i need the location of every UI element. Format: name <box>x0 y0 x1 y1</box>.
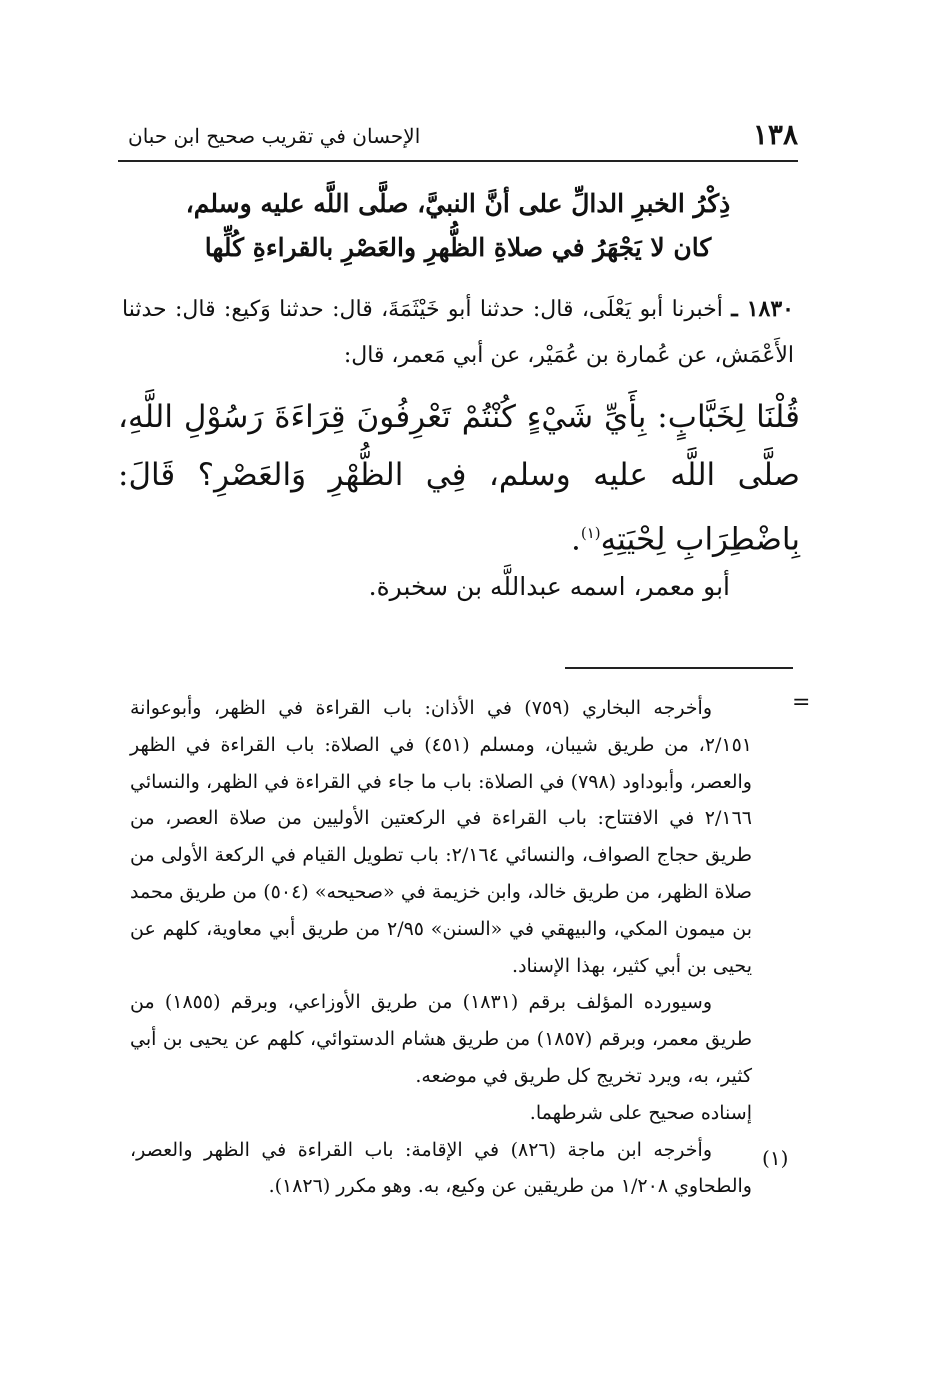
footnotes <box>130 690 752 1205</box>
hadith-matn <box>118 388 800 568</box>
running-title: الإحسان في تقريب صحيح ابن حبان <box>128 124 421 148</box>
page-number: ١٣٨ <box>752 118 798 151</box>
footnote-1-text: إسناده صحيح على شرطهما. <box>529 1101 752 1124</box>
continuation-marker: = <box>792 690 811 715</box>
hadith-number: ١٨٣٠ ـ <box>731 296 794 322</box>
footnote-continuation-paragraph: وسيورده المؤلف برقم (١٨٣١) من طريق الأوزاعي، وبرقم (١٨٥٥) من طريق معمر، وبرقم (١٨٥٧) من طريق هشام الدستوائي، كلهم عن يحيى بن أبي كثير، به، ويرد تخريج كل طريق في موضعه. <box>130 991 752 1087</box>
running-head <box>118 118 798 158</box>
chapter-heading <box>118 182 798 270</box>
hadith-chain <box>122 286 794 379</box>
footnote-rule <box>565 667 793 669</box>
footnote-number: (١) <box>762 1146 789 1170</box>
hadith-isnad: أخبرنا أبو يَعْلَى، قال: حدثنا أبو خَيْثَمَةَ، قال: حدثنا وَكيع: قال: حدثنا الأَعْمَش، عن عُمارة بن عُمَيْر، عن أبي مَعمر، قال: <box>122 297 794 368</box>
footnote-continuation-paragraph: وأخرجه البخاري (٧٥٩) في الأذان: باب القراءة في الظهر، وأبوعوانة ٢/١٥١، من طريق شيبان، ومسلم (٤٥١) في الصلاة: باب القراءة في الظهر والعصر، وأبوداود (٧٩٨) في الصلاة: باب ما جاء في القراءة في الظهر، والنسائي ٢/١٦٦ في الافتتاح: باب القراءة في الركعتين الأوليين من صلاة العصر، من طريق حجاج الصواف، والنسائي ٢/١٦٤: باب تطويل القيام في الركعة الأولى من صلاة الظهر، من طريق خالد، وابن خزيمة في «صحيحه» (٥٠٤) من طريق محمد بن ميمون المكي، والبيهقي في «السنن» ٢/٩٥ من طريق أبي معاوية، كلهم عن يحيى بن أبي كثير، بهذا الإسناد. <box>130 697 752 977</box>
heading-line-1: ذِكْرُ الخبرِ الدالِّ على أنَّ النبيَّ، صلَّى اللَّه عليه وسلم، <box>185 189 731 218</box>
footnote-1-paragraph: وأخرجه ابن ماجة (٨٢٦) في الإقامة: باب القراءة في الظهر والعصر، والطحاوي ١/٢٠٨ من طريقين عن وكيع، به. وهو مكرر (١٨٢٦). <box>130 1138 752 1198</box>
header-rule <box>118 160 798 162</box>
matn-text: قُلْنَا لِخَبَّابٍ: بِأَيِّ شَيْءٍ كُنْتُمْ تَعْرِفُونَ قِرَاءَةَ رَسُوْلِ اللَّهِ، صلَّى اللَّه عليه وسلم، فِي الظُّهْرِ وَالعَصْرِ؟ قَالَ: بِاضْطِرَابِ لِحْيَتِهِ <box>118 399 800 558</box>
narrator-note: أبو معمر، اسمه عبداللَّه بن سخبرة. <box>368 572 730 601</box>
footnote-reference: (١) <box>580 524 601 542</box>
heading-line-2: كان لا يَجْهَرُ في صلاةِ الظُّهرِ والعَصْرِ بالقراءةِ كُلِّها <box>204 233 712 262</box>
matn-end: . <box>570 521 581 558</box>
